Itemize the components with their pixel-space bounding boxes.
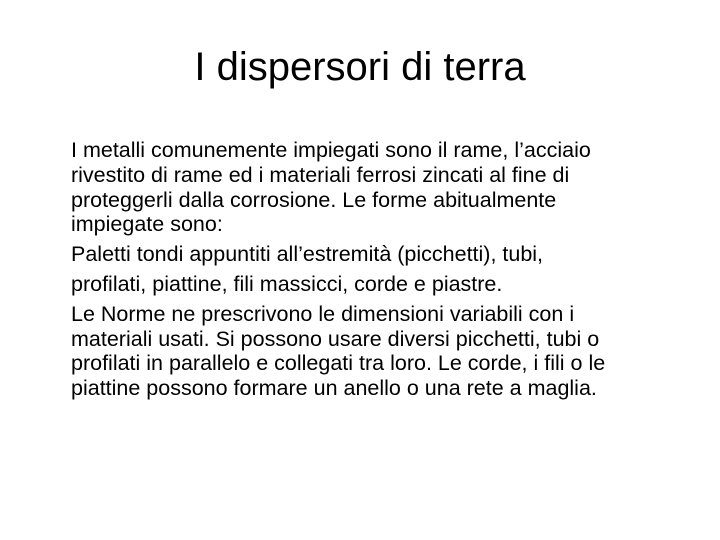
text-line: Le Norme ne prescrivono le dimensioni variabili con i	[71, 301, 575, 326]
paragraph-forms	[71, 242, 683, 267]
paragraph-norms	[71, 302, 683, 401]
text-line: profilati, piattine, fili massicci, corde e piastre.	[71, 271, 503, 296]
text-line: rivestito di rame ed i materiali ferrosi zincati al fine di	[71, 162, 570, 187]
text-line: Paletti tondi appuntiti all’estremità (picchetti), tubi,	[71, 242, 544, 267]
slide-title: I dispersori di terra	[194, 45, 526, 89]
text-line: materiali usati. Si possono usare diversi picchetti, tubi o	[71, 326, 600, 351]
slide-body	[71, 138, 683, 401]
text-line: I metalli comunemente impiegati sono il rame, l’acciaio	[71, 138, 591, 162]
text-line: profilati in parallelo e collegati tra loro. Le corde, i fili o le	[71, 351, 606, 376]
text-line: piattine possono formare un anello o una rete a maglia.	[71, 376, 597, 401]
text-line: proteggerli dalla corrosione. Le forme abitualmente	[71, 187, 557, 212]
paragraph-forms-continued	[71, 272, 683, 297]
paragraph-materials	[71, 138, 683, 237]
text-line: impiegate sono:	[71, 212, 223, 237]
